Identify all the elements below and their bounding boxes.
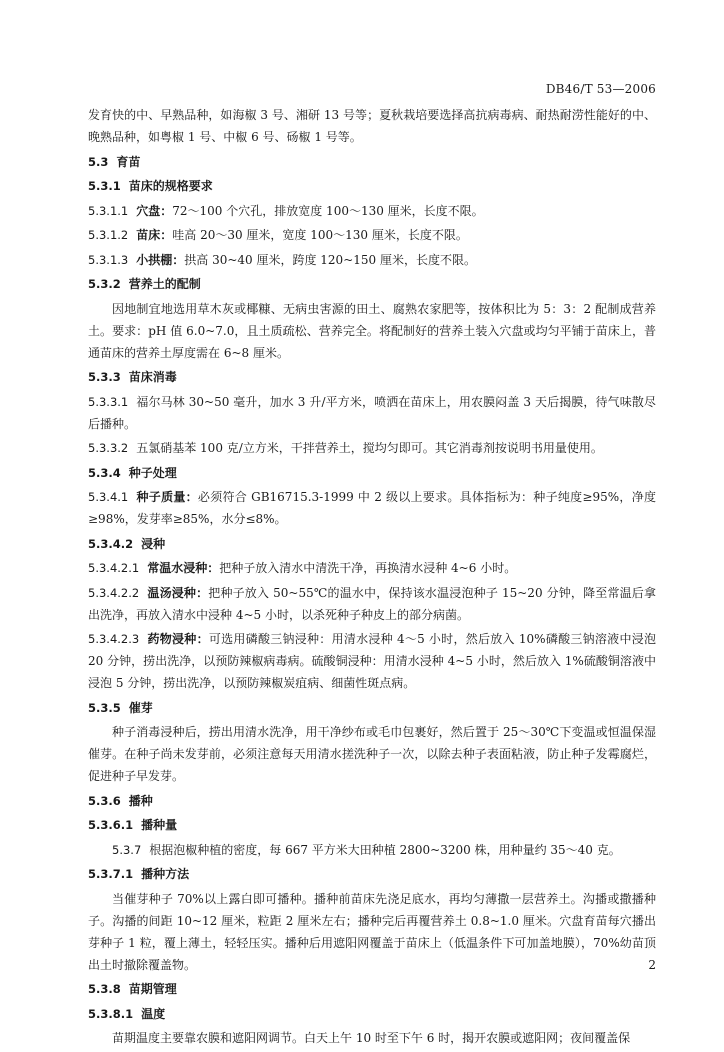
clause-number: 5.3.7 [112, 842, 142, 857]
paragraph [88, 582, 656, 626]
clause-text: 当催芽种子 70%以上露白即可播种。播种前苗床先浇足底水，再均匀薄撒一层营养土。沟播或撒播种子。沟播的间距 10~12 厘米，粒距 2 厘米左右；播种完后再覆营养土 0.8~1.0 厘米。穴盘育苗每穴播出芽种子 1 粒，覆上薄土，轻轻压实。播种后用遮阳网覆盖于苗床上（低温条件下可加盖地膜），70%幼苗顶出土时撤除覆盖物。 [88, 891, 656, 972]
clause-text: 因地制宜地选用草木灰或椰糠、无病虫害源的田土、腐熟农家肥等，按体积比为 5：3：2 配制成营养土。要求：pH 值 6.0~7.0，且土质疏松、营养完全。将配制好的营养土装入穴盘或均匀平铺于苗床上，普通苗床的营养土厚度需在 6~8 厘米。 [88, 301, 656, 360]
clause-number: 5.3.8 [88, 982, 121, 996]
clause-text: 必须符合 GB16715.3-1999 中 2 级以上要求。具体指标为：种子纯度≥95%，净度≥98%，发芽率≥85%，水分≤8%。 [88, 490, 656, 526]
clause-term: 穴盘： [136, 203, 173, 218]
section-heading [88, 151, 656, 173]
clause-term: 温汤浸种： [147, 585, 209, 600]
clause-text: 把种子放入清水中清洗干净，再换清水浸种 4~6 小时。 [219, 561, 517, 575]
document-body [88, 104, 656, 1052]
clause-number: 5.3.2 [88, 277, 121, 291]
clause-text: 种子处理 [128, 465, 177, 480]
paragraph [88, 200, 656, 222]
clause-number: 5.3.4.1 [88, 490, 129, 504]
paragraph [88, 721, 656, 787]
clause-text: 营养土的配制 [128, 277, 201, 291]
clause-number: 5.3.8.1 [88, 1006, 134, 1021]
section-heading [88, 1003, 656, 1025]
section-heading [88, 978, 656, 1000]
clause-number: 5.3.5 [88, 700, 121, 715]
section-heading [88, 863, 656, 885]
clause-number: 5.3.4.2 [88, 536, 134, 551]
clause-term: 苗床： [136, 228, 173, 242]
clause-number: 5.3.6.1 [88, 818, 134, 832]
section-heading [88, 175, 656, 197]
clause-number: 5.3.4 [88, 465, 121, 480]
clause-number: 5.3.4.2.3 [88, 632, 140, 646]
clause-text: 播种方法 [141, 867, 190, 881]
clause-text: 苗床的规格要求 [128, 179, 213, 193]
clause-text: 苗床消毒 [128, 370, 177, 384]
clause-text: 发育快的中、早熟品种，如海椒 3 号、湘研 13 号等；夏秋栽培要选择高抗病毒病、耐热耐涝性能好的中、晚熟品种，如粤椒 1 号、中椒 6 号、砀椒 1 号等。 [88, 108, 656, 144]
clause-text: 福尔马林 30~50 毫升，加水 3 升/平方米，喷洒在苗床上，用农膜闷盖 3 天后揭膜，待气味散尽后播种。 [88, 394, 656, 431]
section-heading [88, 462, 656, 484]
clause-term: 种子质量： [136, 490, 198, 504]
standard-code: DB46/T 53—2006 [545, 82, 656, 96]
section-heading [88, 366, 656, 388]
clause-number: 5.3.1.3 [88, 252, 129, 267]
clause-number: 5.3.3.1 [88, 394, 129, 409]
clause-number: 5.3.1.1 [88, 203, 129, 218]
clause-term: 小拱棚： [136, 252, 185, 267]
clause-number: 5.3 [88, 154, 109, 169]
clause-text: 种子消毒浸种后，捞出用清水洗净，用干净纱布或毛巾包裹好，然后置于 25～30℃下变温或恒温保湿催芽。在种子尚未发芽前，必须注意每天用清水搓洗种子一次，以除去种子表面粘液，防止种子发霉腐烂，促进种子早发芽。 [88, 725, 656, 783]
clause-term: 常温水浸种： [147, 561, 220, 575]
paragraph [88, 557, 656, 579]
paragraph [88, 104, 656, 148]
clause-number: 5.3.4.2.1 [88, 561, 140, 575]
clause-text: 苗期管理 [128, 982, 177, 996]
clause-number: 5.3.7.1 [88, 867, 134, 881]
clause-text: 72～100 个穴孔，排放宽度 100～130 厘米，长度不限。 [172, 203, 484, 218]
paragraph [88, 249, 656, 271]
section-heading [88, 790, 656, 812]
paragraph [88, 888, 656, 976]
clause-text: 苗期温度主要靠农膜和遮阳网调节。白天上午 10 时至下午 6 时，揭开农膜或遮阳网；夜间覆盖保 [112, 1031, 631, 1045]
paragraph [88, 298, 656, 364]
clause-text: 哇高 20～30 厘米，宽度 100～130 厘米，长度不限。 [172, 228, 468, 242]
paragraph [88, 839, 656, 861]
clause-number: 5.3.3.2 [88, 441, 129, 455]
clause-number: 5.3.3 [88, 370, 121, 384]
paragraph [88, 1027, 656, 1049]
clause-text: 把种子放入 50~55℃的温水中，保持该水温浸泡种子 15~20 分钟，降至常温后拿出洗净，再放入清水中浸种 4~5 小时，以杀死种子种皮上的部分病菌。 [88, 585, 656, 622]
section-heading [88, 533, 656, 555]
clause-text: 五氯硝基苯 100 克/立方米，干拌营养土，搅均匀即可。其它消毒剂按说明书用量使用。 [136, 441, 603, 455]
paragraph [88, 224, 656, 246]
clause-text: 育苗 [116, 154, 141, 169]
section-heading [88, 697, 656, 719]
clause-term: 药物浸种： [147, 632, 209, 646]
clause-text: 催芽 [128, 700, 153, 715]
page-number: 2 [648, 958, 656, 972]
clause-number: 5.3.1 [88, 179, 121, 193]
clause-text: 可选用磷酸三钠浸种：用清水浸种 4～5 小时，然后放入 10%磷酸三钠溶液中浸泡 20 分钟，捞出洗净，以预防辣椒病毒病。硫酸铜浸种：用清水浸种 4~5 小时，然后放入 1%硫酸铜溶液中浸泡 5 分钟，捞出洗净，以预防辣椒炭疽病、细菌性斑点病。 [88, 632, 656, 690]
paragraph [88, 486, 656, 530]
clause-text: 播种量 [141, 818, 178, 832]
paragraph [88, 628, 656, 694]
clause-text: 播种 [128, 793, 153, 808]
section-heading [88, 814, 656, 836]
section-heading [88, 273, 656, 295]
clause-text: 根据泡椒种植的密度，每 667 平方米大田种植 2800~3200 株，用种量约 35～40 克。 [149, 842, 621, 857]
clause-text: 温度 [141, 1006, 166, 1021]
clause-number: 5.3.1.2 [88, 228, 129, 242]
clause-text: 浸种 [141, 536, 166, 551]
paragraph [88, 391, 656, 435]
clause-number: 5.3.4.2.2 [88, 585, 140, 600]
paragraph [88, 437, 656, 459]
clause-text: 拱高 30~40 厘米，跨度 120~150 厘米，长度不限。 [184, 252, 476, 267]
clause-number: 5.3.6 [88, 793, 121, 808]
